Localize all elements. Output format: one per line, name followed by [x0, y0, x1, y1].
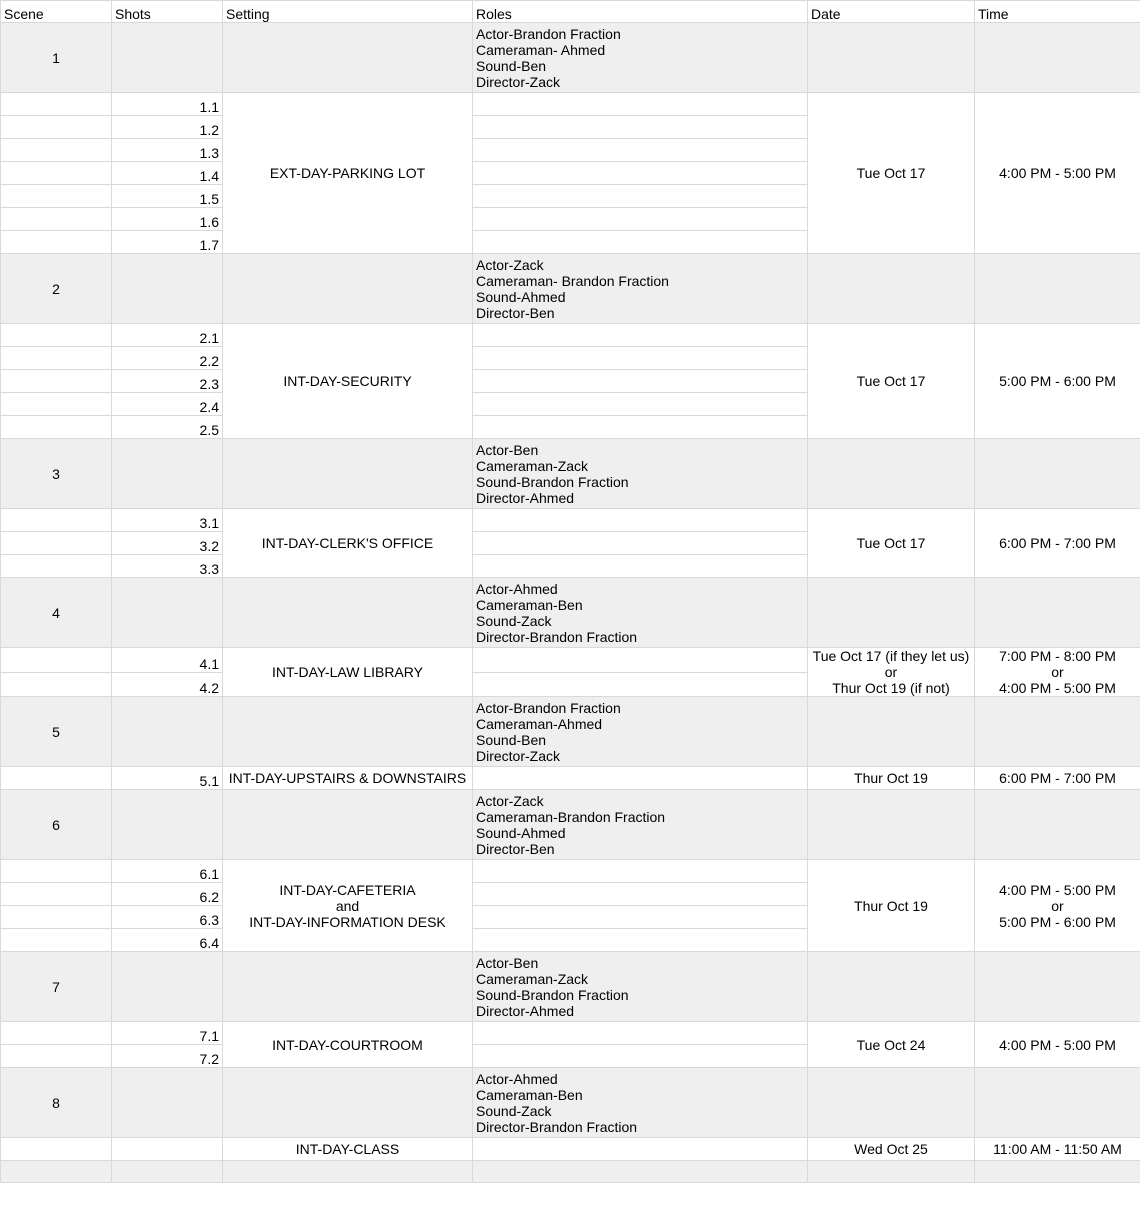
scene-cell[interactable]	[1, 139, 112, 162]
shot-number-cell[interactable]: 3.3	[112, 555, 223, 578]
scene-cell[interactable]	[1, 509, 112, 532]
date-cell[interactable]	[808, 952, 975, 1022]
setting-cell[interactable]	[223, 439, 473, 509]
role-line: Cameraman-Ben	[476, 596, 583, 613]
shot-number-cell[interactable]: 2.1	[112, 324, 223, 347]
date-line: Thur Oct 19	[854, 897, 928, 914]
shot-number-cell[interactable]: 6.3	[112, 906, 223, 929]
roles-cell[interactable]	[473, 347, 808, 370]
shots-cell[interactable]	[112, 439, 223, 509]
scene-number-cell[interactable]: 4	[1, 578, 112, 648]
setting-cell[interactable]	[223, 952, 473, 1022]
setting-cell[interactable]	[223, 1138, 473, 1161]
role-line: Sound-Ben	[476, 57, 547, 74]
scene-cell[interactable]	[1, 1138, 112, 1161]
role-line: Sound-Zack	[476, 612, 552, 629]
role-line: Actor-Zack	[476, 792, 544, 809]
date-cell[interactable]	[808, 860, 975, 952]
empty-cell[interactable]	[1, 1161, 112, 1183]
date-line: Tue Oct 17	[856, 373, 926, 389]
setting-line: INT-DAY-UPSTAIRS & DOWNSTAIRS	[228, 770, 467, 786]
time-cell[interactable]	[975, 439, 1140, 509]
shots-cell[interactable]	[112, 1068, 223, 1138]
scene-cell[interactable]	[1, 883, 112, 906]
setting-cell[interactable]	[223, 1068, 473, 1138]
empty-cell[interactable]	[223, 1161, 473, 1183]
scene-number-cell[interactable]: 8	[1, 1068, 112, 1138]
header-roles[interactable]: Roles	[473, 1, 808, 23]
shots-cell[interactable]	[112, 23, 223, 93]
time-cell[interactable]	[975, 509, 1140, 578]
time-line: 5:00 PM - 6:00 PM	[999, 913, 1116, 930]
time-line: 4:00 PM - 5:00 PM	[999, 881, 1116, 898]
scene-number-cell[interactable]: 6	[1, 790, 112, 860]
time-cell[interactable]	[975, 952, 1140, 1022]
setting-cell[interactable]	[223, 860, 473, 952]
role-line: Director-Ahmed	[476, 489, 575, 506]
roles-cell[interactable]	[473, 370, 808, 393]
date-line: Thur Oct 19	[854, 770, 928, 786]
role-line: Cameraman-Brandon Fraction	[476, 808, 666, 825]
roles-cell[interactable]	[473, 790, 808, 860]
scene-cell[interactable]	[1, 1022, 112, 1045]
shots-cell[interactable]	[112, 254, 223, 324]
date-cell[interactable]	[808, 648, 975, 697]
time-line: 4:00 PM - 5:00 PM	[999, 1036, 1116, 1053]
shot-row	[1, 93, 1140, 116]
setting-line: INT-DAY-INFORMATION DESK	[249, 913, 446, 930]
role-line: Actor-Ben	[476, 954, 539, 971]
time-cell[interactable]	[975, 324, 1140, 439]
date-line: Thur Oct 19 (if not)	[832, 680, 950, 696]
time-cell[interactable]	[975, 790, 1140, 860]
roles-cell[interactable]	[473, 929, 808, 952]
time-line: 7:00 PM - 8:00 PM	[999, 648, 1116, 664]
scene-cell[interactable]	[1, 116, 112, 139]
empty-cell[interactable]	[975, 1161, 1140, 1183]
roles-cell[interactable]	[473, 1138, 808, 1161]
role-line: Cameraman-Zack	[476, 457, 589, 474]
role-line: Cameraman- Brandon Fraction	[476, 272, 669, 289]
time-cell[interactable]	[975, 1068, 1140, 1138]
roles-cell[interactable]	[473, 439, 808, 509]
setting-line: INT-DAY-SECURITY	[283, 373, 412, 389]
setting-line: EXT-DAY-PARKING LOT	[269, 165, 426, 181]
scene-cell[interactable]	[1, 416, 112, 439]
scene-cell[interactable]	[1, 162, 112, 185]
roles-cell[interactable]	[473, 1022, 808, 1045]
setting-cell[interactable]	[223, 324, 473, 439]
roles-cell[interactable]	[473, 254, 808, 324]
time-line: or	[1051, 897, 1064, 914]
role-line: Cameraman- Ahmed	[476, 41, 606, 58]
shot-row	[1, 1022, 1140, 1045]
time-cell[interactable]	[975, 1022, 1140, 1068]
roles-cell[interactable]	[473, 767, 808, 790]
shot-row	[1, 767, 1140, 790]
scene-cell[interactable]	[1, 231, 112, 254]
time-cell[interactable]	[975, 23, 1140, 93]
roles-cell[interactable]	[473, 648, 808, 673]
shot-number-cell[interactable]: 1.5	[112, 185, 223, 208]
time-line: or	[1051, 664, 1064, 680]
shots-cell[interactable]	[112, 697, 223, 767]
scene-row	[1, 697, 1140, 767]
empty-row	[1, 1161, 1140, 1183]
roles-cell[interactable]	[473, 860, 808, 883]
role-line: Cameraman-Zack	[476, 970, 589, 987]
setting-line: INT-DAY-CAFETERIA	[279, 881, 416, 898]
scene-cell[interactable]	[1, 185, 112, 208]
scene-number-cell[interactable]: 7	[1, 952, 112, 1022]
time-cell[interactable]	[975, 767, 1140, 790]
header-row	[1, 1, 1140, 23]
role-line: Sound-Brandon Fraction	[476, 473, 629, 490]
shot-row	[1, 648, 1140, 673]
roles-cell[interactable]	[473, 578, 808, 648]
roles-cell[interactable]	[473, 1045, 808, 1068]
setting-line: INT-DAY-CLASS	[295, 1141, 400, 1157]
roles-cell[interactable]	[473, 555, 808, 578]
empty-cell[interactable]	[112, 1161, 223, 1183]
time-cell[interactable]	[975, 648, 1140, 697]
role-line: Actor-Ahmed	[476, 1070, 558, 1087]
setting-cell[interactable]	[223, 578, 473, 648]
time-line: 11:00 AM - 11:50 AM	[993, 1141, 1122, 1157]
roles-cell[interactable]	[473, 116, 808, 139]
scene-number-cell[interactable]: 2	[1, 254, 112, 324]
date-cell[interactable]	[808, 439, 975, 509]
role-line: Actor-Ben	[476, 441, 539, 458]
date-cell[interactable]	[808, 697, 975, 767]
date-line: Tue Oct 17	[856, 535, 926, 551]
role-line: Sound-Zack	[476, 1102, 552, 1119]
date-line: Tue Oct 17	[856, 165, 926, 181]
setting-cell[interactable]	[223, 648, 473, 697]
scene-number-cell[interactable]: 3	[1, 439, 112, 509]
shot-row	[1, 509, 1140, 532]
setting-cell[interactable]	[223, 509, 473, 578]
role-line: Sound-Ahmed	[476, 288, 566, 305]
date-cell[interactable]	[808, 578, 975, 648]
time-cell[interactable]	[975, 1138, 1140, 1161]
shot-number-cell[interactable]	[112, 1138, 223, 1161]
date-line: or	[884, 664, 898, 680]
shot-row	[1, 324, 1140, 347]
shots-cell[interactable]	[112, 578, 223, 648]
roles-cell[interactable]	[473, 883, 808, 906]
shot-number-cell[interactable]: 3.1	[112, 509, 223, 532]
date-cell[interactable]	[808, 23, 975, 93]
shot-number-cell[interactable]: 6.2	[112, 883, 223, 906]
roles-cell[interactable]	[473, 952, 808, 1022]
date-cell[interactable]	[808, 509, 975, 578]
role-line: Director-Brandon Fraction	[476, 1118, 638, 1135]
setting-line: INT-DAY-CLERK'S OFFICE	[261, 535, 434, 551]
scene-cell[interactable]	[1, 347, 112, 370]
scene-row	[1, 578, 1140, 648]
shot-number-cell[interactable]: 4.2	[112, 672, 223, 697]
setting-cell[interactable]	[223, 767, 473, 790]
date-cell[interactable]	[808, 1068, 975, 1138]
shot-number-cell[interactable]: 1.3	[112, 139, 223, 162]
role-line: Sound-Brandon Fraction	[476, 986, 629, 1003]
roles-cell[interactable]	[473, 23, 808, 93]
header-scene[interactable]: Scene	[1, 1, 112, 23]
role-line: Actor-Brandon Fraction	[476, 699, 621, 716]
setting-cell[interactable]	[223, 697, 473, 767]
scene-cell[interactable]	[1, 324, 112, 347]
scene-cell[interactable]	[1, 906, 112, 929]
scene-number-cell[interactable]: 5	[1, 697, 112, 767]
empty-cell[interactable]	[808, 1161, 975, 1183]
shot-number-cell[interactable]: 1.4	[112, 162, 223, 185]
role-line: Director-Zack	[476, 747, 561, 764]
scene-cell[interactable]	[1, 767, 112, 790]
setting-line: INT-DAY-COURTROOM	[272, 1036, 423, 1053]
scene-number-cell[interactable]: 1	[1, 23, 112, 93]
role-line: Director-Ahmed	[476, 1002, 575, 1019]
date-line: Tue Oct 17 (if they let us)	[812, 648, 970, 664]
setting-line: INT-DAY-LAW LIBRARY	[272, 664, 423, 680]
scene-row	[1, 790, 1140, 860]
shot-number-cell[interactable]: 1.1	[112, 93, 223, 116]
scene-row	[1, 23, 1140, 93]
roles-cell[interactable]	[473, 509, 808, 532]
shot-number-cell[interactable]: 6.4	[112, 929, 223, 952]
shots-cell[interactable]	[112, 790, 223, 860]
roles-cell[interactable]	[473, 324, 808, 347]
time-line: 4:00 PM - 5:00 PM	[999, 165, 1116, 181]
setting-cell[interactable]	[223, 93, 473, 254]
roles-cell[interactable]	[473, 93, 808, 116]
roles-cell[interactable]	[473, 416, 808, 439]
scene-row	[1, 1068, 1140, 1138]
time-cell[interactable]	[975, 697, 1140, 767]
shot-number-cell[interactable]: 2.2	[112, 347, 223, 370]
time-line: 6:00 PM - 7:00 PM	[999, 770, 1116, 786]
roles-cell[interactable]	[473, 231, 808, 254]
shot-number-cell[interactable]: 2.4	[112, 393, 223, 416]
scene-cell[interactable]	[1, 532, 112, 555]
role-line: Director-Ben	[476, 304, 555, 321]
date-cell[interactable]	[808, 254, 975, 324]
role-line: Actor-Brandon Fraction	[476, 25, 621, 42]
roles-cell[interactable]	[473, 139, 808, 162]
scene-row	[1, 952, 1140, 1022]
date-cell[interactable]	[808, 93, 975, 254]
shots-cell[interactable]	[112, 952, 223, 1022]
scene-cell[interactable]	[1, 370, 112, 393]
setting-line: and	[335, 897, 360, 914]
roles-cell[interactable]	[473, 532, 808, 555]
time-line: 4:00 PM - 5:00 PM	[999, 680, 1116, 696]
roles-cell[interactable]	[473, 1068, 808, 1138]
shot-number-cell[interactable]: 4.1	[112, 648, 223, 673]
shot-number-cell[interactable]: 1.2	[112, 116, 223, 139]
shot-number-cell[interactable]: 1.7	[112, 231, 223, 254]
date-line: Wed Oct 25	[854, 1141, 928, 1157]
scene-cell[interactable]	[1, 929, 112, 952]
setting-cell[interactable]	[223, 254, 473, 324]
shot-number-cell[interactable]: 3.2	[112, 532, 223, 555]
scene-cell[interactable]	[1, 93, 112, 116]
role-line: Sound-Ahmed	[476, 824, 566, 841]
role-line: Director-Ben	[476, 840, 555, 857]
time-cell[interactable]	[975, 254, 1140, 324]
role-line: Actor-Zack	[476, 256, 544, 273]
shot-number-cell[interactable]: 7.2	[112, 1045, 223, 1068]
role-line: Cameraman-Ahmed	[476, 715, 603, 732]
scene-cell[interactable]	[1, 648, 112, 673]
setting-cell[interactable]	[223, 23, 473, 93]
setting-cell[interactable]	[223, 790, 473, 860]
shot-number-cell[interactable]: 2.3	[112, 370, 223, 393]
header-date[interactable]: Date	[808, 1, 975, 23]
empty-cell[interactable]	[473, 1161, 808, 1183]
roles-cell[interactable]	[473, 393, 808, 416]
date-cell[interactable]	[808, 324, 975, 439]
schedule-body	[1, 1, 1140, 1183]
shot-number-cell[interactable]: 2.5	[112, 416, 223, 439]
date-cell[interactable]	[808, 1022, 975, 1068]
role-line: Director-Brandon Fraction	[476, 628, 638, 645]
header-shots[interactable]: Shots	[112, 1, 223, 23]
shot-number-cell[interactable]: 5.1	[112, 767, 223, 790]
roles-cell[interactable]	[473, 185, 808, 208]
scene-cell[interactable]	[1, 860, 112, 883]
scene-cell[interactable]	[1, 1045, 112, 1068]
time-cell[interactable]	[975, 578, 1140, 648]
shot-number-cell[interactable]: 1.6	[112, 208, 223, 231]
roles-cell[interactable]	[473, 697, 808, 767]
date-line: Tue Oct 24	[856, 1036, 926, 1053]
roles-cell[interactable]	[473, 906, 808, 929]
role-line: Actor-Ahmed	[476, 580, 558, 597]
roles-cell[interactable]	[473, 208, 808, 231]
scene-row	[1, 254, 1140, 324]
role-line: Cameraman-Ben	[476, 1086, 583, 1103]
scene-cell[interactable]	[1, 555, 112, 578]
shot-number-cell[interactable]: 7.1	[112, 1022, 223, 1045]
scene-row	[1, 439, 1140, 509]
time-line: 5:00 PM - 6:00 PM	[999, 373, 1116, 389]
scene-cell[interactable]	[1, 208, 112, 231]
date-cell[interactable]	[808, 1138, 975, 1161]
header-time[interactable]: Time	[975, 1, 1140, 23]
date-cell[interactable]	[808, 767, 975, 790]
shot-row	[1, 1138, 1140, 1161]
roles-cell[interactable]	[473, 672, 808, 697]
time-cell[interactable]	[975, 860, 1140, 952]
header-setting[interactable]: Setting	[223, 1, 473, 23]
time-line: 6:00 PM - 7:00 PM	[999, 535, 1116, 551]
shot-row	[1, 860, 1140, 883]
time-cell[interactable]	[975, 93, 1140, 254]
roles-cell[interactable]	[473, 162, 808, 185]
scene-cell[interactable]	[1, 672, 112, 697]
date-cell[interactable]	[808, 790, 975, 860]
shot-number-cell[interactable]: 6.1	[112, 860, 223, 883]
scene-cell[interactable]	[1, 393, 112, 416]
setting-cell[interactable]	[223, 1022, 473, 1068]
role-line: Sound-Ben	[476, 731, 547, 748]
role-line: Director-Zack	[476, 73, 561, 90]
